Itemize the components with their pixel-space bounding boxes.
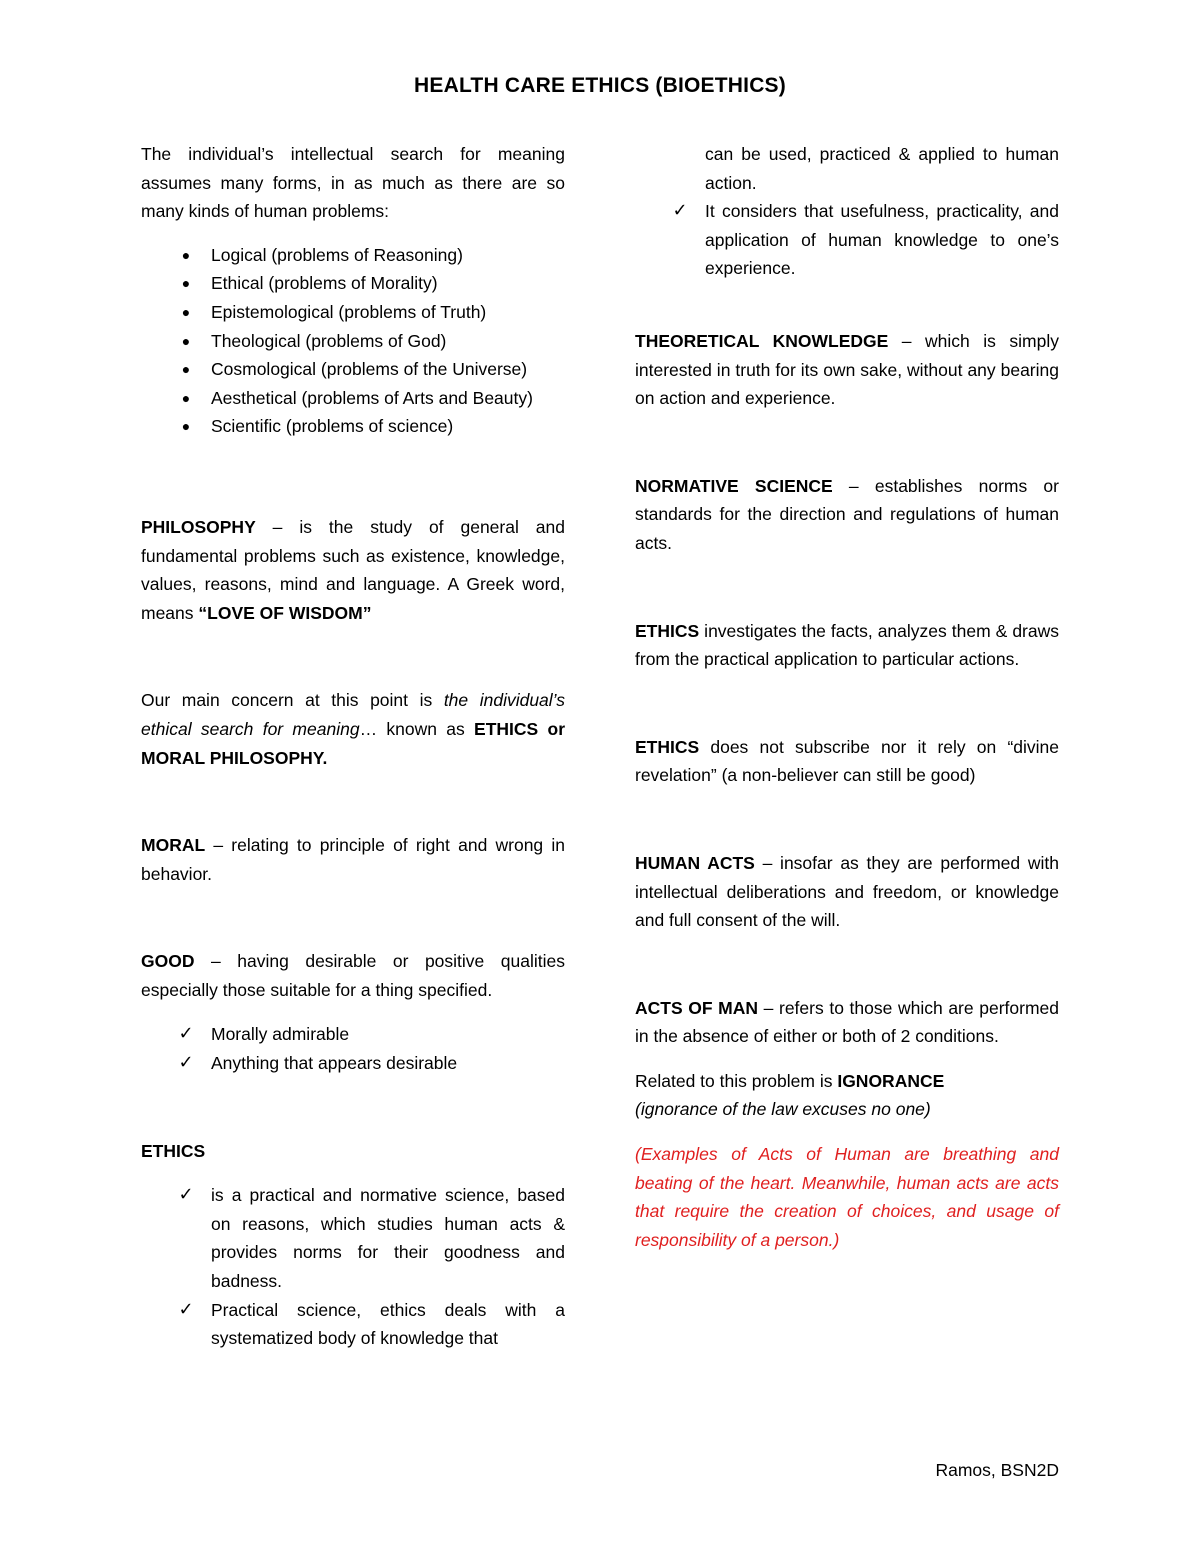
checkmark-icon: ✓ (178, 1184, 194, 1206)
list-item: ● Cosmological (problems of the Universe) (141, 355, 565, 384)
left-column (141, 140, 565, 1353)
list-item: ● Scientific (problems of science) (141, 412, 565, 441)
list-item: ✓ It considers that usefulness, practicality, and application of human knowledge to one’s experience. (635, 197, 1059, 283)
practical-list (635, 197, 1059, 283)
list-item: ✓ is a practical and normative science, based on reasons, which studies human acts & provides norms for their goodness and badness. (141, 1181, 565, 1295)
intro-paragraph: The individual’s intellectual search for meaning assumes many forms, in as much as there are so many kinds of human problems: (141, 144, 565, 222)
bullet-icon: ● (181, 246, 191, 263)
list-item: ✓ Morally admirable (141, 1020, 565, 1049)
problems-list (141, 241, 565, 441)
bullet-icon: ● (181, 389, 191, 406)
right-column (635, 140, 1059, 1254)
ethics-investigates-paragraph: ETHICS investigates the facts, analyzes them & draws from the practical application to particular actions. (635, 620, 1059, 670)
checkmark-icon: ✓ (178, 1023, 194, 1045)
good-definition: GOOD – having desirable or positive qualities especially those suitable for a thing specified. (141, 951, 565, 1000)
acts-of-man-definition: ACTS OF MAN – refers to those which are performed in the absence of either or both of 2 conditions. (635, 997, 1059, 1047)
theoretical-knowledge-definition: THEORETICAL KNOWLEDGE – which is simply interested in truth for its own sake, without any bearing on action and experience. (635, 330, 1059, 409)
checkmark-icon: ✓ (178, 1298, 194, 1320)
list-item: ● Epistemological (problems of Truth) (141, 298, 565, 327)
ethics-heading: ETHICS (141, 1140, 206, 1161)
document-title: HEALTH CARE ETHICS (BIOETHICS) (414, 74, 786, 97)
continued-text: can be used, practiced & applied to human action. (705, 144, 1059, 193)
ethics-revelation-paragraph: ETHICS does not subscribe nor it rely on “divine revelation” (a non-believer can still be good) (635, 736, 1059, 786)
moral-definition: MORAL – relating to principle of right and wrong in behavior. (141, 835, 565, 884)
list-item: ● Theological (problems of God) (141, 327, 565, 356)
good-list (141, 1020, 565, 1077)
checkmark-icon: ✓ (672, 200, 688, 222)
normative-science-definition: NORMATIVE SCIENCE – establishes norms or standards for the direction and regulations of human acts. (635, 475, 1059, 553)
ignorance-paragraph: Related to this problem is IGNORANCE (ignorance of the law excuses no one) (635, 1070, 945, 1120)
philosophy-definition: PHILOSOPHY – is the study of general and fundamental problems such as existence, knowledge, values, reasons, mind and language. A Greek word, means “LOVE OF WISDOM” (141, 516, 565, 623)
author-footer: Ramos, BSN2D (935, 1460, 1059, 1480)
examples-note: (Examples of Acts of Human are breathing and beating of the heart. Meanwhile, human acts are acts that require the creation of choices, and usage of responsibility of a person.) (635, 1144, 1059, 1250)
ethics-list (141, 1181, 565, 1353)
bullet-icon: ● (181, 418, 191, 435)
list-item: ● Aesthetical (problems of Arts and Beauty) (141, 384, 565, 413)
list-item: ● Logical (problems of Reasoning) (141, 241, 565, 270)
bullet-icon: ● (181, 275, 191, 292)
human-acts-definition: HUMAN ACTS – insofar as they are performed with intellectual deliberations and freedom, or knowledge and full consent of the will. (635, 852, 1059, 931)
main-concern-paragraph: Our main concern at this point is the individual’s ethical search for meaning… known as ETHICS or MORAL PHILOSOPHY. (141, 690, 566, 768)
bullet-icon: ● (181, 303, 191, 320)
list-item: ✓ Practical science, ethics deals with a systematized body of knowledge that (141, 1296, 565, 1353)
bullet-icon: ● (181, 332, 191, 349)
checkmark-icon: ✓ (178, 1052, 194, 1074)
list-item: ● Ethical (problems of Morality) (141, 269, 565, 298)
list-item: ✓ Anything that appears desirable (141, 1049, 565, 1078)
bullet-icon: ● (181, 361, 191, 378)
